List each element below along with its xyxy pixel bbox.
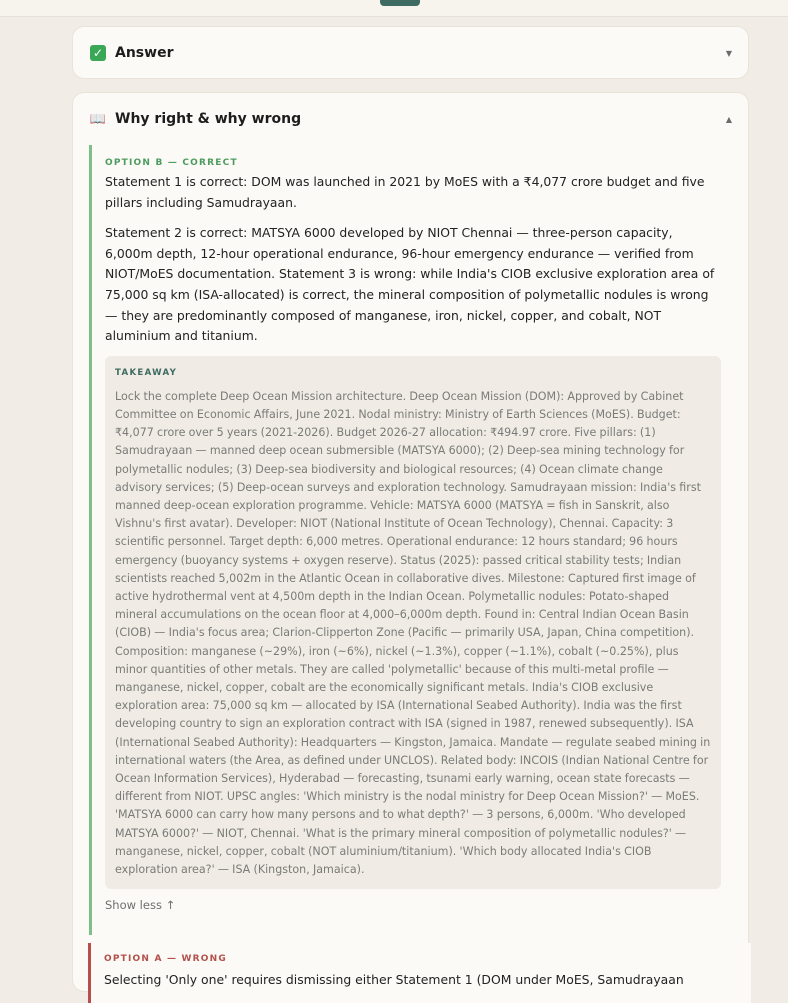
- book-icon: 📖: [89, 111, 107, 127]
- check-icon: ✓: [89, 44, 107, 62]
- option-a-block: [88, 943, 751, 1003]
- option-b-block: [89, 145, 721, 935]
- why-card: [72, 92, 749, 992]
- chevron-down-icon[interactable]: ▼: [725, 48, 732, 58]
- takeaway-label: TAKEAWAY: [115, 367, 178, 378]
- option-b-paragraph-1: Statement 1 is correct: DOM was launched in 2021 by MoES with a ₹4,077 crore budget and five pillars including Samudrayaan.: [105, 174, 705, 210]
- why-title: Why right & why wrong: [115, 111, 302, 127]
- option-a-label: OPTION A — WRONG: [104, 954, 227, 964]
- why-header[interactable]: [89, 93, 732, 145]
- option-b-paragraph-2: Statement 2 is correct: MATSYA 6000 developed by NIOT Chennai — three-person capacity, 6,000m depth, 12-hour operational endurance, 96-hour emergency endurance — verified from NIOT/MoES documentation. Statement 3 is wrong: while India's CIOB exclusive exploration area of 75,000 sq km (ISA-allocated) is correct, the mineral composition of polymetallic nodules is wrong — they are predominantly composed of manganese, iron, nickel, copper, and cobalt, NOT aluminium and titanium.: [105, 225, 715, 344]
- show-less-link[interactable]: Show less ↑: [105, 898, 176, 913]
- top-tab-indicator[interactable]: [380, 0, 420, 6]
- takeaway-box: [105, 356, 721, 889]
- option-b-label: OPTION B — CORRECT: [105, 158, 238, 168]
- option-a-paragraph-1: Selecting 'Only one' requires dismissing either Statement 1 (DOM under MoES, Samudrayaan: [104, 972, 684, 987]
- answer-header[interactable]: [89, 27, 732, 79]
- takeaway-text: Lock the complete Deep Ocean Mission architecture. Deep Ocean Mission (DOM): Approved by Cabinet Committee on Economic Affairs, June 2021. Nodal ministry: Ministry of Earth Sciences (MoES). Budget: ₹4,077 crore over 5 years (2021-2026). Budget 2026-27 allocation: ₹494.97 crore. Five pillars: (1) Samudrayaan — manned deep ocean submersible (MATSYA 6000); (2) Deep-sea mining technology for polymetallic nodules; (3) Deep-sea biodiversity and biological resources; (4) Ocean climate change advisory services; (5) Deep-ocean surveys and exploration technology. Samudrayaan mission: India's first manned deep-ocean exploration programme. Vehicle: MATSYA 6000 (MATSYA = fish in Sanskrit, also Vishnu's first avatar). Developer: NIOT (National Institute of Ocean Technology), Chennai. Capacity: 3 scientific personnel. Target depth: 6,000 metres. Operational endurance: 12 hours standard; 96 hours emergency (buoyancy systems + oxygen reserve). Status (2025): passed critical stability tests; Indian scientists reached 5,002m in the Atlantic Ocean in collaborative dives. Milestone: Captured first image of active hydrothermal vent at 4,500m depth in the Indian Ocean. Polymetallic nodules: Potato-shaped mineral accumulations on the ocean floor at 4,000–6,000m depth. Found in: Central Indian Ocean Basin (CIOB) — India's focus area; Clarion-Clipperton Zone (Pacific — primarily USA, Japan, China competition). Composition: manganese (~29%), iron (~6%), nickel (~1.3%), copper (~1.1%), cobalt (~0.25%), plus minor quantities of other metals. They are called 'polymetallic' because of this multi-metal profile — manganese, nickel, copper, cobalt are the economically significant metals. India's CIOB exclusive exploration area: 75,000 sq km — allocated by ISA (International Seabed Authority). India was the first developing country to sign an exploration contract with ISA (signed in 1987, renewed subsequently). ISA (International Seabed Authority): Headquarters — Kingston, Jamaica. Mandate — regulate seabed mining in international waters (the Area, as defined under UNCLOS). Related body: INCOIS (Indian National Centre for Ocean Information Services), Hyderabad — forecasting, tsunami early warning, ocean state forecasts — different from NIOT. UPSC angles: 'Which ministry is the nodal ministry for Deep Ocean Mission?' — MoES. 'MATSYA 6000 can carry how many persons and to what depth?' — 3 persons, 6,000m. 'Who developed MATSYA 6000?' — NIOT, Chennai. 'What is the primary mineral composition of polymetallic nodules?' — manganese, nickel, copper, cobalt (NOT aluminium/titanium). 'Which body allocated India's CIOB exploration area?' — ISA (Kingston, Jamaica).: [115, 389, 711, 877]
- answer-card[interactable]: [72, 26, 749, 79]
- chevron-up-icon[interactable]: ▲: [725, 114, 732, 124]
- answer-title: Answer: [115, 45, 174, 61]
